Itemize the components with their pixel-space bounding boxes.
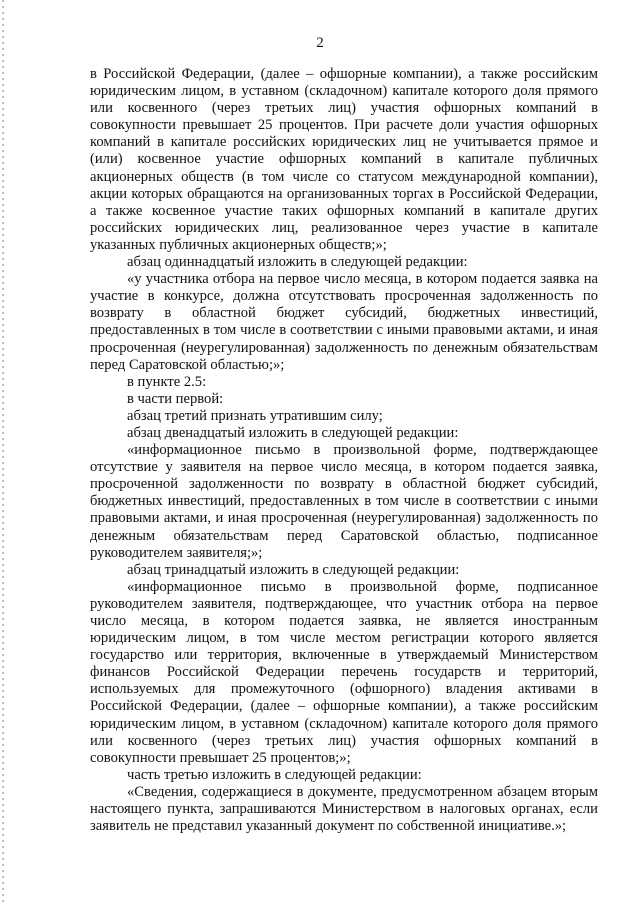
paragraph-quoted-letter-offshore: «информационное письмо в произвольной форме, подписанное руководителем заявителя, подтверждающее, что участник отбора на первое число месяца, в котором подается заявка, не является иностранным юридическим лицом, в том числе местом регистрации которого является государство или территория, включенные в утверждаемый Министерством финансов Российской Федерации перечень государств и территорий, используемых для промежуточного (офшорного) владения активами в Российской Федерации, (далее – офшорные компании), а также российским юридическим лицом, в уставном (складочном) капитале которого доля прямого или косвенного (через третьих лиц) участия офшорных компаний в совокупности превышает 25 процентов;»;: [90, 578, 598, 766]
scan-edge-mark: [2, 0, 4, 905]
paragraph-instruction-12: абзац двенадцатый изложить в следующей редакции:: [127, 424, 459, 441]
paragraph-quoted-info: «Сведения, содержащиеся в документе, предусмотренном абзацем вторым настоящего пункта, запрашиваются Министерством в налоговых органах, если заявитель не представил указанный документ по собственной инициативе.»;: [90, 783, 598, 835]
paragraph-quoted-debt: «у участника отбора на первое число месяца, в котором подается заявка на участие в конкурсе, должна отсутствовать просроченная задолженность по возврату в областной бюджет субсидий, бюджетных инвестиций, предоставленных в том числе в соответствии с иными правовыми актами, и иная просроченная (неурегулированная) задолженность по денежным обязательствам перед Саратовской областью;»;: [90, 271, 598, 373]
paragraph-part-one: в части первой:: [127, 390, 224, 407]
paragraph-clause-2-5: в пункте 2.5:: [127, 373, 207, 390]
paragraph-offshore-continuation: в Российской Федерации, (далее – офшорные компании), а также российским юридическим лицом, в уставном (складочном) капитале которого доля прямого или косвенного (через третьих лиц) участия офшорных компаний в совокупности превышает 25 процентов. При расчете доли участия офшорных компаний в капитале российских юридических лиц не учитывается прямое и (или) косвенное участие офшорных компаний в капитале публичных акционерных обществ (в том числе со статусом международной компании), акции которых обращаются на организованных торгах в Российской Федерации, а также косвенное участие таких офшорных компаний в капитале других российских юридических лиц, реализованное через участие в капитале указанных публичных акционерных обществ;»;: [90, 66, 598, 253]
document-body: [90, 66, 598, 835]
paragraph-quoted-letter-debt: «информационное письмо в произвольной форме, подтверждающее отсутствие у заявителя на первое число месяца, в котором подается заявка, просроченной задолженности по возврату в областной бюджет субсидий, бюджетных инвестиций, предоставленных в том числе в соответствии с иными правовыми актами, и иная просроченная (неурегулированная) задолженность по денежным обязательствам перед Саратовской областью, подписанное руководителем заявителя;»;: [90, 442, 598, 561]
paragraph-part-three: часть третью изложить в следующей редакции:: [127, 766, 422, 783]
paragraph-instruction-13: абзац тринадцатый изложить в следующей редакции:: [127, 561, 460, 578]
page-number: 2: [316, 35, 324, 51]
paragraph-third-void: абзац третий признать утратившим силу;: [127, 407, 383, 424]
paragraph-instruction-11: абзац одиннадцатый изложить в следующей редакции:: [127, 254, 468, 271]
